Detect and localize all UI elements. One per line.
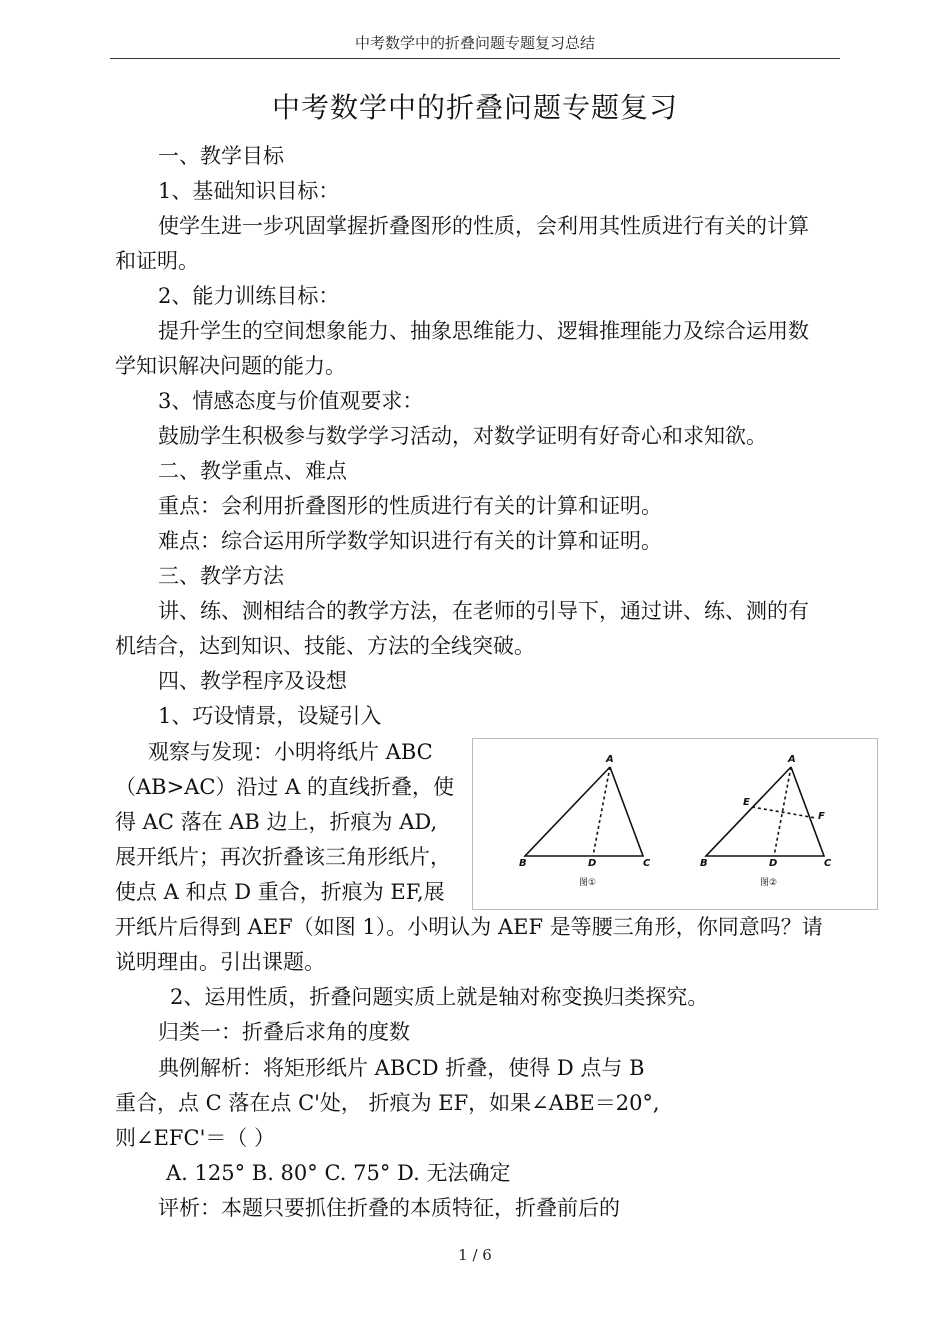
section-heading-goals: 一、教学目标 — [158, 144, 284, 168]
figure-2-triangle — [706, 767, 824, 856]
figure-1-triangle — [525, 767, 643, 856]
fig2-label-b: B — [700, 858, 708, 869]
fig1-label-b: B — [519, 858, 527, 869]
section-heading-key-points: 二、教学重点、难点 — [158, 459, 347, 483]
paragraph-line: 讲、练、测相结合的教学方法，在老师的引导下，通过讲、练、测的有 — [158, 599, 809, 623]
paragraph-line: 重点：会利用折叠图形的性质进行有关的计算和证明。 — [158, 494, 662, 518]
paragraph-line: 观察与发现：小明将纸片 ABC — [148, 740, 433, 764]
subheading-basic-knowledge: 1、基础知识目标： — [158, 179, 340, 203]
paragraph-line: 评析：本题只要抓住折叠的本质特征，折叠前后的 — [158, 1196, 620, 1220]
fig2-caption: 图② — [760, 878, 778, 888]
fig2-label-a: A — [788, 754, 796, 765]
paragraph-line: 提升学生的空间想象能力、抽象思维能力、逻辑推理能力及综合运用数 — [158, 319, 809, 343]
fig1-label-d: D — [588, 858, 597, 869]
paragraph-line: 和证明。 — [115, 249, 199, 273]
folding-figure-svg — [473, 739, 877, 909]
paragraph-line: 典例解析：将矩形纸片 ABCD 折叠，使得 D 点与 B — [158, 1056, 645, 1080]
paragraph-line: 机结合，达到知识、技能、方法的全线突破。 — [115, 634, 535, 658]
page-title: 中考数学中的折叠问题专题复习 — [271, 91, 678, 124]
running-header: 中考数学中的折叠问题专题复习总结 — [354, 34, 595, 52]
fig2-label-f: F — [818, 811, 825, 822]
paragraph-line: 重合，点 C 落在点 C'处， 折痕为 EF，如果∠ABE＝20°, — [115, 1091, 660, 1115]
paragraph-line: 则∠EFC'＝（ ） — [115, 1126, 276, 1150]
section-heading-procedure: 四、教学程序及设想 — [158, 669, 347, 693]
paragraph-line: 使学生进一步巩固掌握折叠图形的性质，会利用其性质进行有关的计算 — [158, 214, 809, 238]
paragraph-line: 难点：综合运用所学数学知识进行有关的计算和证明。 — [158, 529, 662, 553]
page-number: 1 / 6 — [458, 1246, 492, 1264]
paragraph-line: 学知识解决问题的能力。 — [115, 354, 346, 378]
paragraph-line: 鼓励学生积极参与数学学习活动，对数学证明有好奇心和求知欲。 — [158, 424, 767, 448]
section-heading-methods: 三、教学方法 — [158, 564, 284, 588]
fig2-label-d: D — [769, 858, 778, 869]
subheading-category-one: 归类一：折叠后求角的度数 — [158, 1020, 410, 1044]
folding-figure — [472, 738, 878, 910]
paragraph-line: 开纸片后得到 AEF（如图 1）。小明认为 AEF 是等腰三角形，你同意吗？请 — [115, 915, 823, 939]
fig1-label-a: A — [606, 754, 614, 765]
paragraph-line: 使点 A 和点 D 重合，折痕为 EF,展 — [115, 880, 445, 904]
paragraph-line: 展开纸片；再次折叠该三角形纸片， — [115, 845, 451, 869]
answer-options: A. 125° B. 80° C. 75° D. 无法确定 — [166, 1161, 511, 1185]
fig2-label-c: C — [824, 858, 832, 869]
paragraph-line: 得 AC 落在 AB 边上，折痕为 AD, — [115, 810, 438, 834]
subheading-apply-properties: 2、运用性质，折叠问题实质上就是轴对称变换归类探究。 — [170, 985, 709, 1009]
paragraph-line: （AB>AC）沿过 A 的直线折叠，使 — [115, 775, 454, 799]
header-divider — [110, 58, 840, 59]
paragraph-line: 说明理由。引出课题。 — [115, 950, 325, 974]
fig1-caption: 图① — [579, 878, 597, 888]
fig1-label-c: C — [643, 858, 651, 869]
subheading-ability-training: 2、能力训练目标： — [158, 284, 340, 308]
subheading-scenario: 1、巧设情景，设疑引入 — [158, 704, 382, 728]
subheading-emotion-values: 3、情感态度与价值观要求： — [158, 389, 424, 413]
fig2-label-e: E — [743, 797, 750, 808]
